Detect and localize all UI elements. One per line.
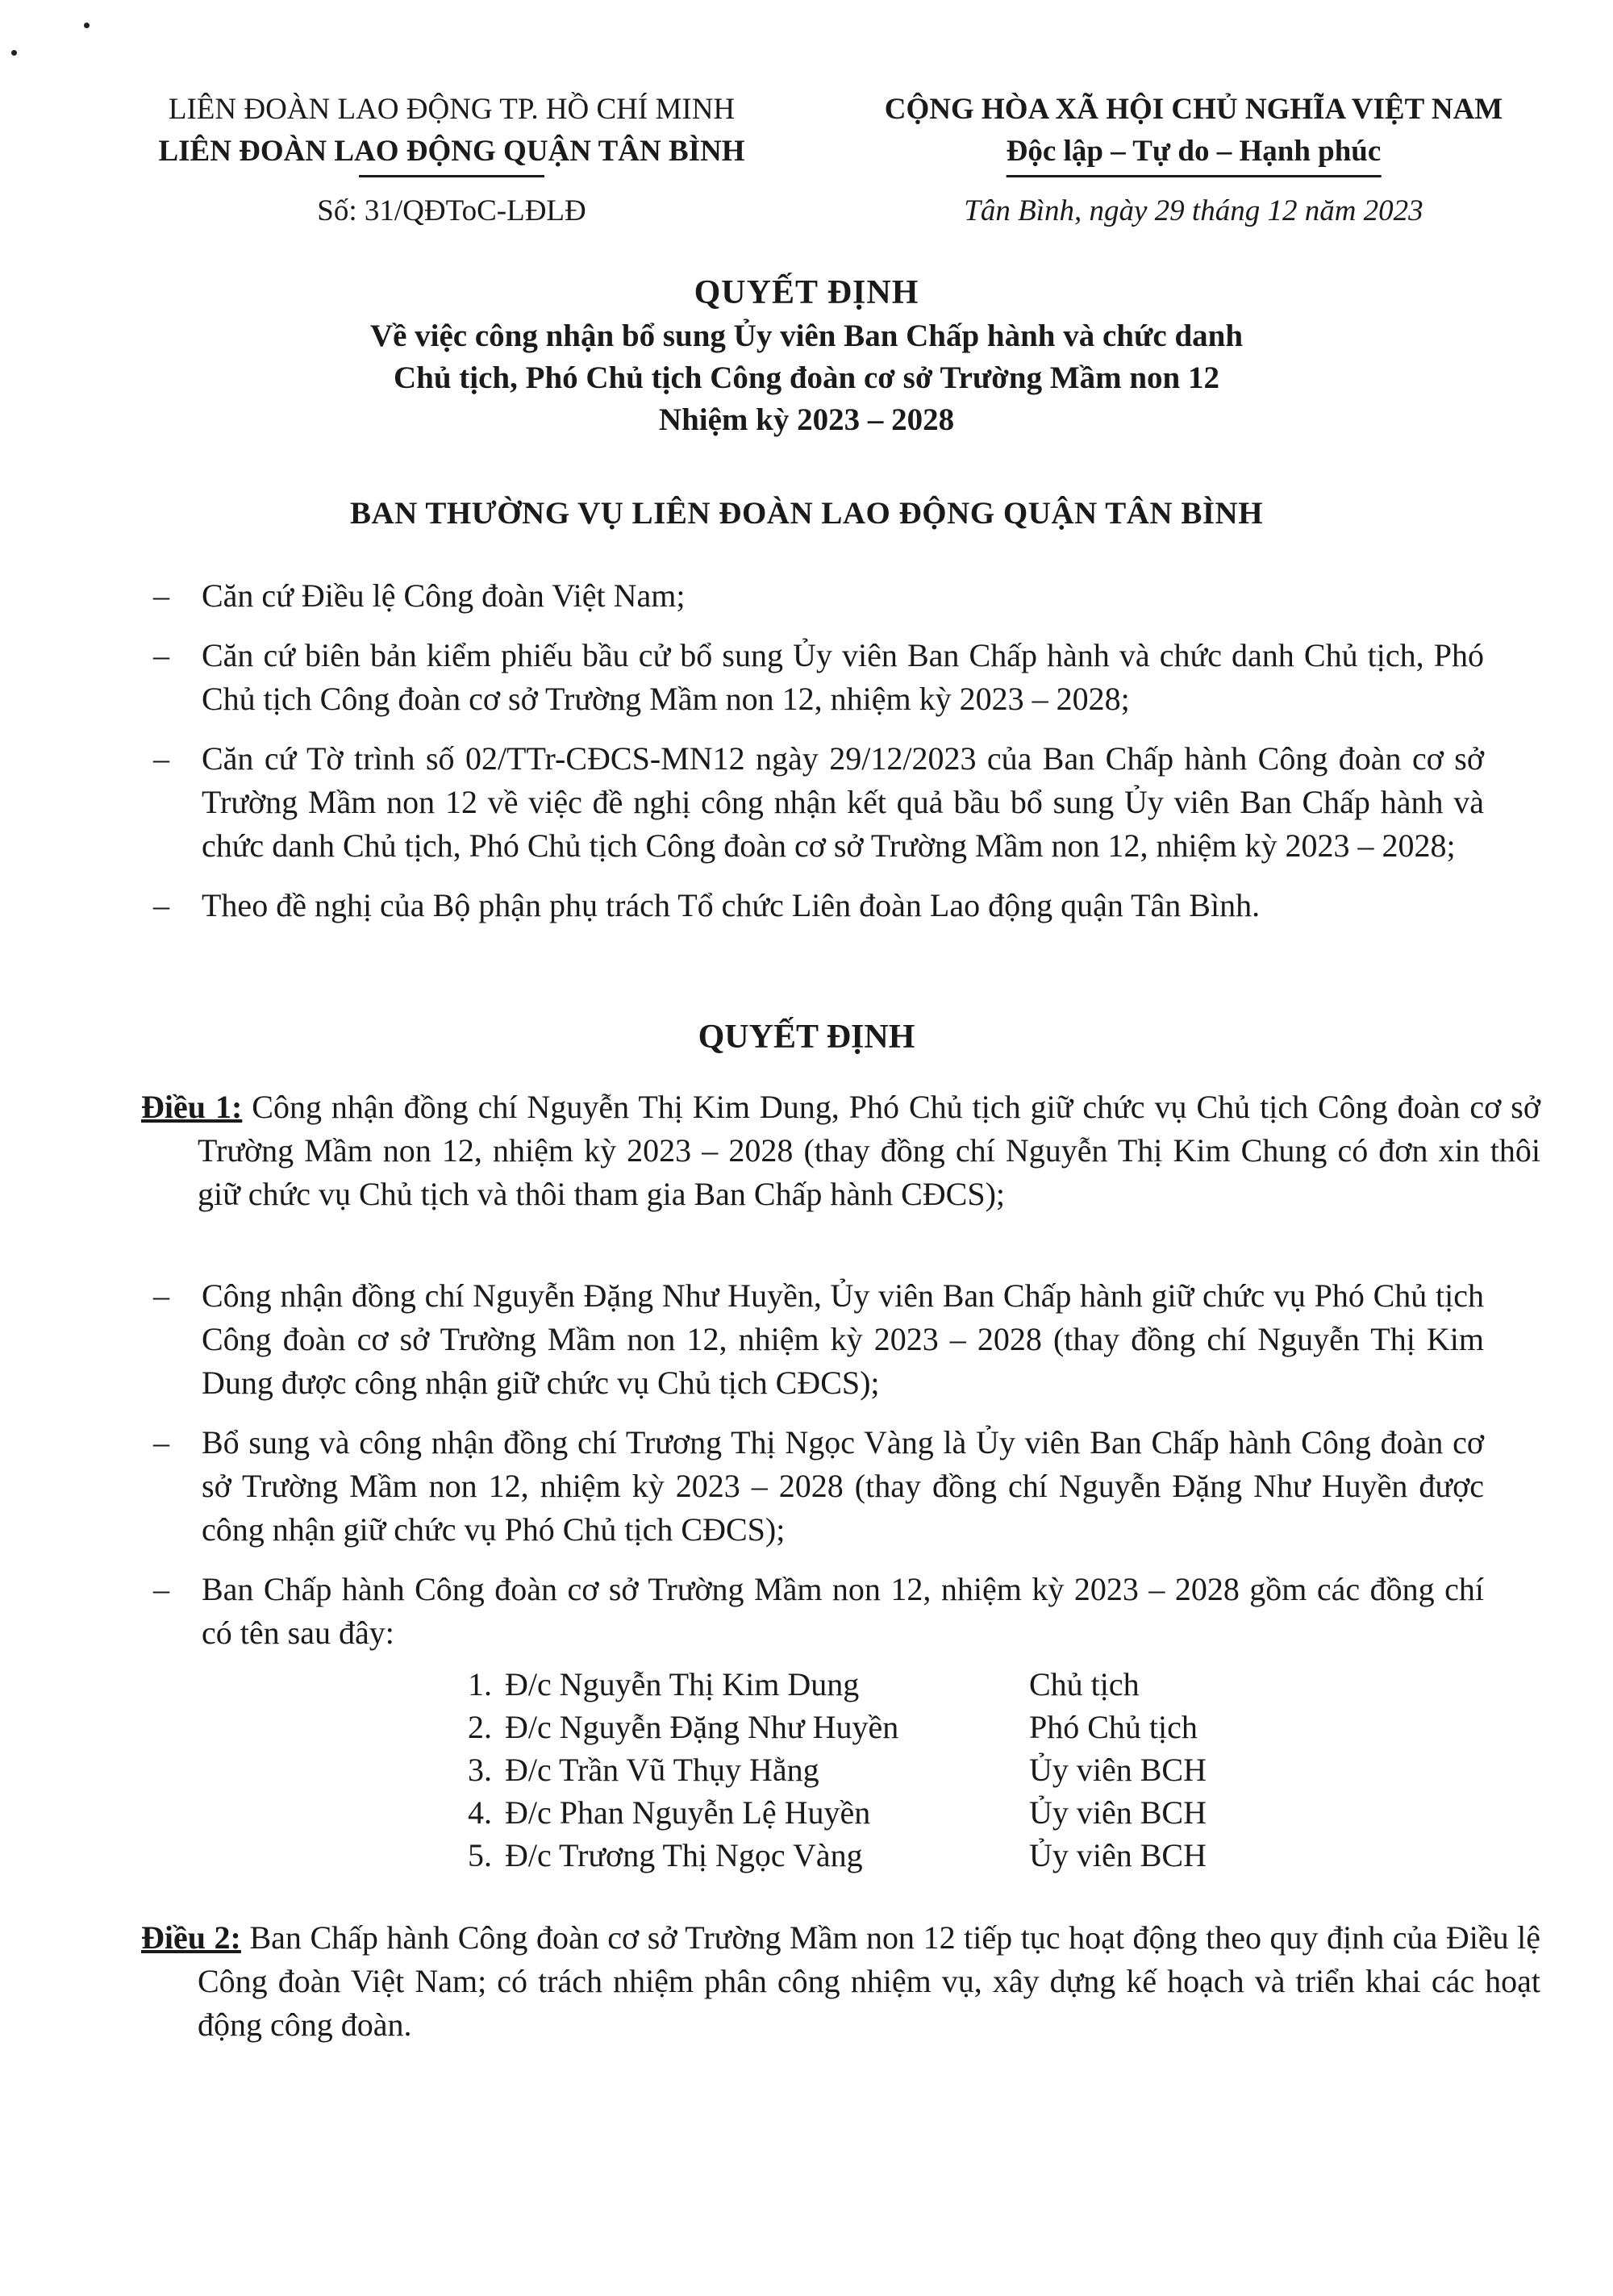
decision-heading: QUYẾT ĐỊNH — [698, 1019, 915, 1056]
article-1-item-text: Ban Chấp hành Công đoàn cơ sở Trường Mầm non 12, nhiệm kỳ 2023 – 2028 gồm các đồng chí có tên sau đây: — [202, 1571, 1484, 1651]
member-row — [436, 1791, 1352, 1834]
article-2-text: Ban Chấp hành Công đoàn cơ sở Trường Mầm non 12 tiếp tục hoạt động theo quy định của Điều lệ Công đoàn Việt Nam; có trách nhiệm phân công nhiệm vụ, xây dựng kế hoạch và triển khai các hoạt động công đoàn. — [198, 1919, 1540, 2043]
member-number: 4. — [468, 1794, 492, 1831]
member-role: Phó Chủ tịch — [1029, 1709, 1198, 1745]
bullet-dash: – — [153, 637, 169, 673]
legal-basis-item — [153, 634, 1484, 721]
scan-speck — [11, 50, 17, 56]
article-2 — [141, 1916, 1540, 2047]
title-subject-line-1: Về việc công nhận bổ sung Ủy viên Ban Chấp hành và chức danh — [369, 319, 1244, 353]
article-1-item — [153, 1274, 1484, 1405]
article-1-item-text: Công nhận đồng chí Nguyễn Đặng Như Huyền, Ủy viên Ban Chấp hành giữ chức vụ Phó Chủ tịch Công đoàn cơ sở Trường Mầm non 12, nhiệm kỳ 2023 – 2028 (thay đồng chí Nguyễn Thị Kim Dung được công nhận giữ chức vụ Chủ tịch CĐCS); — [202, 1277, 1484, 1401]
bullet-dash: – — [153, 577, 169, 614]
member-role: Ủy viên BCH — [1029, 1837, 1207, 1873]
org-line-district — [158, 131, 744, 173]
article-1-text: Công nhận đồng chí Nguyễn Thị Kim Dung, Phó Chủ tịch giữ chức vụ Chủ tịch Công đoàn cơ sở Trường Mầm non 12, nhiệm kỳ 2023 – 2028 (thay đồng chí Nguyễn Thị Kim Chung có đơn xin thôi giữ chức vụ Chủ tịch và thôi tham gia Ban Chấp hành CĐCS); — [198, 1089, 1540, 1212]
legal-basis-item — [153, 884, 1484, 927]
member-number: 2. — [468, 1709, 492, 1745]
org-line-city: LIÊN ĐOÀN LAO ĐỘNG TP. HỒ CHÍ MINH — [168, 93, 736, 126]
issuing-authority: BAN THƯỜNG VỤ LIÊN ĐOÀN LAO ĐỘNG QUẬN TÂN BÌNH — [349, 496, 1264, 531]
place-and-date: Tân Bình, ngày 29 tháng 12 năm 2023 — [964, 194, 1423, 227]
title-subject-line-2: Chủ tịch, Phó Chủ tịch Công đoàn cơ sở Trường Mầm non 12 — [394, 360, 1219, 395]
legal-basis-text: Căn cứ biên bản kiểm phiếu bầu cử bổ sung Ủy viên Ban Chấp hành và chức danh Chủ tịch, Phó Chủ tịch Công đoàn cơ sở Trường Mầm non 12, nhiệm kỳ 2023 – 2028; — [202, 637, 1484, 717]
member-number: 5. — [468, 1837, 492, 1873]
scan-speck — [84, 23, 90, 28]
member-row — [436, 1834, 1352, 1877]
legal-basis-item — [153, 737, 1484, 868]
member-role: Ủy viên BCH — [1029, 1794, 1207, 1831]
bullet-dash: – — [153, 1277, 169, 1314]
bullet-dash: – — [153, 887, 169, 923]
document-number: Số: 31/QĐToC-LĐLĐ — [317, 194, 586, 227]
legal-basis-list — [153, 574, 1484, 944]
article-1-items — [153, 1274, 1484, 1671]
committee-member-list — [436, 1663, 1352, 1877]
member-number: 1. — [468, 1666, 492, 1702]
bullet-dash: – — [153, 1424, 169, 1461]
member-name: Đ/c Nguyễn Thị Kim Dung — [505, 1666, 860, 1702]
article-1-item — [153, 1568, 1484, 1655]
org-line-district-text: LIÊN ĐOÀN LAO ĐỘNG QUẬN TÂN BÌNH — [158, 135, 745, 168]
member-name: Đ/c Phan Nguyễn Lệ Huyền — [505, 1794, 871, 1831]
article-1 — [141, 1085, 1540, 1216]
legal-basis-item — [153, 574, 1484, 618]
document-title: QUYẾT ĐỊNH — [694, 274, 919, 311]
motto-text: Độc lập – Tự do – Hạnh phúc — [1006, 135, 1382, 168]
document-title-block — [0, 270, 1613, 441]
org-line-district-wrap — [97, 131, 806, 173]
article-1-item — [153, 1421, 1484, 1552]
member-row — [436, 1748, 1352, 1791]
member-name: Đ/c Trương Thị Ngọc Vàng — [505, 1837, 863, 1873]
issuing-organization — [97, 89, 806, 232]
title-term: Nhiệm kỳ 2023 – 2028 — [658, 402, 955, 437]
legal-basis-text: Căn cứ Tờ trình số 02/TTr-CĐCS-MN12 ngày 29/12/2023 của Ban Chấp hành Công đoàn cơ sở Trường Mầm non 12 về việc đề nghị công nhận kết quả bầu bổ sung Ủy viên Ban Chấp hành và chức danh Chủ tịch, Phó Chủ tịch Công đoàn cơ sở Trường Mầm non 12, nhiệm kỳ 2023 – 2028; — [202, 740, 1484, 864]
legal-basis-text: Theo đề nghị của Bộ phận phụ trách Tổ chức Liên đoàn Lao động quận Tân Bình. — [202, 887, 1261, 923]
org-underline — [359, 175, 544, 177]
motto-underline — [1007, 175, 1382, 177]
member-name: Đ/c Trần Vũ Thụy Hằng — [505, 1752, 819, 1788]
bullet-dash: – — [153, 740, 169, 777]
legal-basis-text: Căn cứ Điều lệ Công đoàn Việt Nam; — [202, 577, 686, 614]
motto — [1007, 131, 1382, 173]
member-name: Đ/c Nguyễn Đặng Như Huyền — [505, 1709, 899, 1745]
article-1-item-text: Bổ sung và công nhận đồng chí Trương Thị Ngọc Vàng là Ủy viên Ban Chấp hành Công đoàn cơ sở Trường Mầm non 12, nhiệm kỳ 2023 – 2028 (thay đồng chí Nguyễn Đặng Như Huyền được công nhận giữ chức vụ Phó Chủ tịch CĐCS); — [202, 1424, 1484, 1548]
article-1-label: Điều 1: — [141, 1089, 243, 1125]
bullet-dash: – — [153, 1571, 169, 1607]
member-row — [436, 1706, 1352, 1748]
country-name: CỘNG HÒA XÃ HỘI CHỦ NGHĨA VIỆT NAM — [884, 93, 1503, 126]
article-2-label: Điều 2: — [141, 1919, 241, 1956]
member-number: 3. — [468, 1752, 492, 1788]
motto-wrap — [831, 131, 1557, 173]
member-role: Chủ tịch — [1029, 1666, 1140, 1702]
member-row — [436, 1663, 1352, 1706]
national-header — [831, 89, 1557, 232]
member-role: Ủy viên BCH — [1029, 1752, 1207, 1788]
